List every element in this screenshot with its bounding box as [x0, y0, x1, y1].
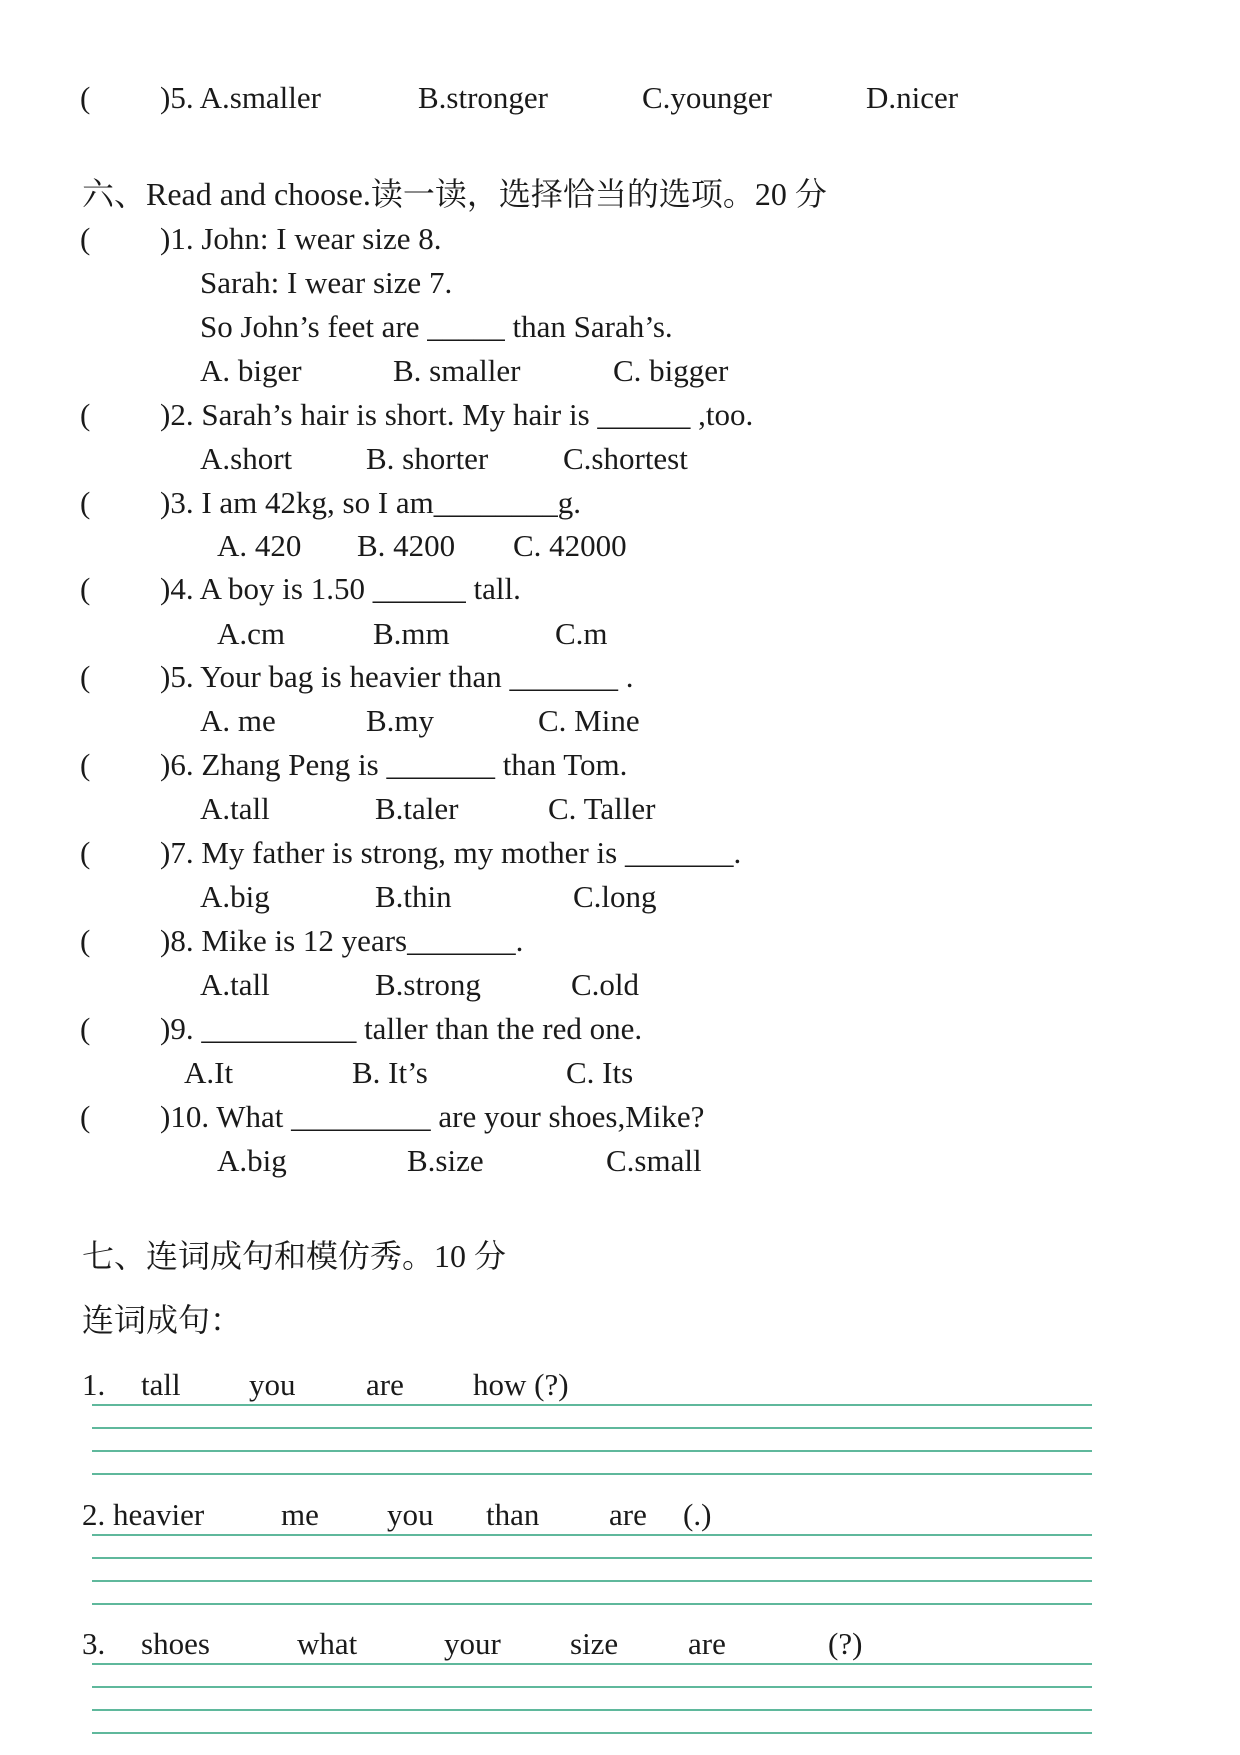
writing-lines-2[interactable] — [92, 1534, 1092, 1626]
option-a: A.tall — [200, 967, 270, 1002]
word: me — [281, 1497, 319, 1532]
word: you — [249, 1367, 296, 1402]
option-c: C. Mine — [538, 703, 640, 738]
section-6-title: 六、Read and choose.读一读，选择恰当的选项。20 分 — [82, 176, 827, 212]
option-c: C. 42000 — [513, 528, 627, 563]
question-stem: )3. I am 42kg, so I am________g. — [160, 485, 582, 520]
option-c: C.long — [573, 879, 657, 914]
option-c: C. bigger — [613, 353, 729, 388]
word: are — [366, 1367, 404, 1402]
option-b: B. It’s — [352, 1055, 428, 1090]
answer-paren: ( — [80, 485, 91, 520]
answer-paren: ( — [80, 1011, 91, 1046]
option-a: A. biger — [200, 353, 302, 388]
question-line: So John’s feet are _____ than Sarah’s. — [200, 309, 673, 344]
writing-line — [92, 1686, 1092, 1688]
writing-line — [92, 1473, 1092, 1475]
option-b: B. 4200 — [357, 528, 456, 563]
option-a: A.tall — [200, 791, 270, 826]
option-b: B.mm — [373, 616, 450, 651]
option-a: A.cm — [217, 616, 286, 651]
option-c: C.shortest — [563, 441, 688, 476]
writing-line — [92, 1404, 1092, 1406]
option-b: B. shorter — [366, 441, 489, 476]
option-c: C.younger — [642, 80, 773, 115]
writing-line — [92, 1663, 1092, 1665]
option-a: A. 420 — [217, 528, 302, 563]
answer-paren: ( — [80, 397, 91, 432]
writing-line — [92, 1709, 1092, 1711]
word: you — [387, 1497, 434, 1532]
answer-paren: ( — [80, 1099, 91, 1134]
word: tall — [141, 1367, 181, 1402]
option-a: A.big — [200, 879, 270, 914]
section-7-subtitle: 连词成句： — [82, 1302, 243, 1338]
word: are — [688, 1626, 726, 1661]
option-a: A.big — [217, 1143, 287, 1178]
writing-line — [92, 1580, 1092, 1582]
writing-line — [92, 1732, 1092, 1734]
option-b: B.size — [407, 1143, 484, 1178]
option-a: A.short — [200, 441, 293, 476]
question-stem: )4. A boy is 1.50 ______ tall. — [160, 571, 521, 606]
item-number: 1. — [82, 1367, 106, 1402]
writing-line — [92, 1557, 1092, 1559]
word: what — [297, 1626, 358, 1661]
writing-line — [92, 1603, 1092, 1605]
question-stem: )6. Zhang Peng is _______ than Tom. — [160, 747, 628, 782]
word: shoes — [141, 1626, 210, 1661]
answer-paren: ( — [80, 747, 91, 782]
option-c: C.old — [571, 967, 640, 1002]
answer-paren: ( — [80, 571, 91, 606]
option-c: C.m — [555, 616, 608, 651]
answer-paren: ( — [80, 835, 91, 870]
question-stem: )5. Your bag is heavier than _______ . — [160, 659, 634, 694]
question-stem: )5. A.smaller — [160, 80, 321, 115]
option-b: B.my — [366, 703, 435, 738]
question-stem: )10. What _________ are your shoes,Mike? — [160, 1099, 705, 1134]
option-a: A. me — [200, 703, 276, 738]
word: size — [570, 1626, 619, 1661]
word: your — [444, 1626, 501, 1661]
answer-paren: ( — [80, 923, 91, 958]
writing-line — [92, 1427, 1092, 1429]
word: how (?) — [473, 1367, 569, 1402]
item-number: 3. — [82, 1626, 106, 1661]
section-7-title: 七、连词成句和模仿秀。10 分 — [82, 1238, 507, 1274]
word: (?) — [828, 1626, 863, 1661]
writing-line — [92, 1450, 1092, 1452]
option-b: B.thin — [375, 879, 452, 914]
option-a: A.It — [184, 1055, 234, 1090]
writing-lines-3[interactable] — [92, 1663, 1092, 1755]
question-stem: )1. John: I wear size 8. — [160, 221, 442, 256]
option-b: B.stronger — [418, 80, 549, 115]
writing-lines-1[interactable] — [92, 1404, 1092, 1496]
option-b: B. smaller — [393, 353, 521, 388]
option-b: B.strong — [375, 967, 481, 1002]
word: are — [609, 1497, 647, 1532]
answer-paren: ( — [80, 659, 91, 694]
question-line: Sarah: I wear size 7. — [200, 265, 453, 300]
question-stem: )9. __________ taller than the red one. — [160, 1011, 643, 1046]
word: than — [486, 1497, 540, 1532]
option-c: C. Its — [566, 1055, 634, 1090]
question-stem: )2. Sarah’s hair is short. My hair is ______ ,too. — [160, 397, 754, 432]
question-stem: )7. My father is strong, my mother is _______. — [160, 835, 742, 870]
option-c: C. Taller — [548, 791, 656, 826]
question-stem: )8. Mike is 12 years_______. — [160, 923, 524, 958]
option-c: C.small — [606, 1143, 702, 1178]
answer-paren: ( — [80, 80, 91, 115]
word: (.) — [683, 1497, 712, 1532]
answer-paren: ( — [80, 221, 91, 256]
option-b: B.taler — [375, 791, 459, 826]
option-d: D.nicer — [866, 80, 959, 115]
writing-line — [92, 1534, 1092, 1536]
word: 2. heavier — [82, 1497, 205, 1532]
